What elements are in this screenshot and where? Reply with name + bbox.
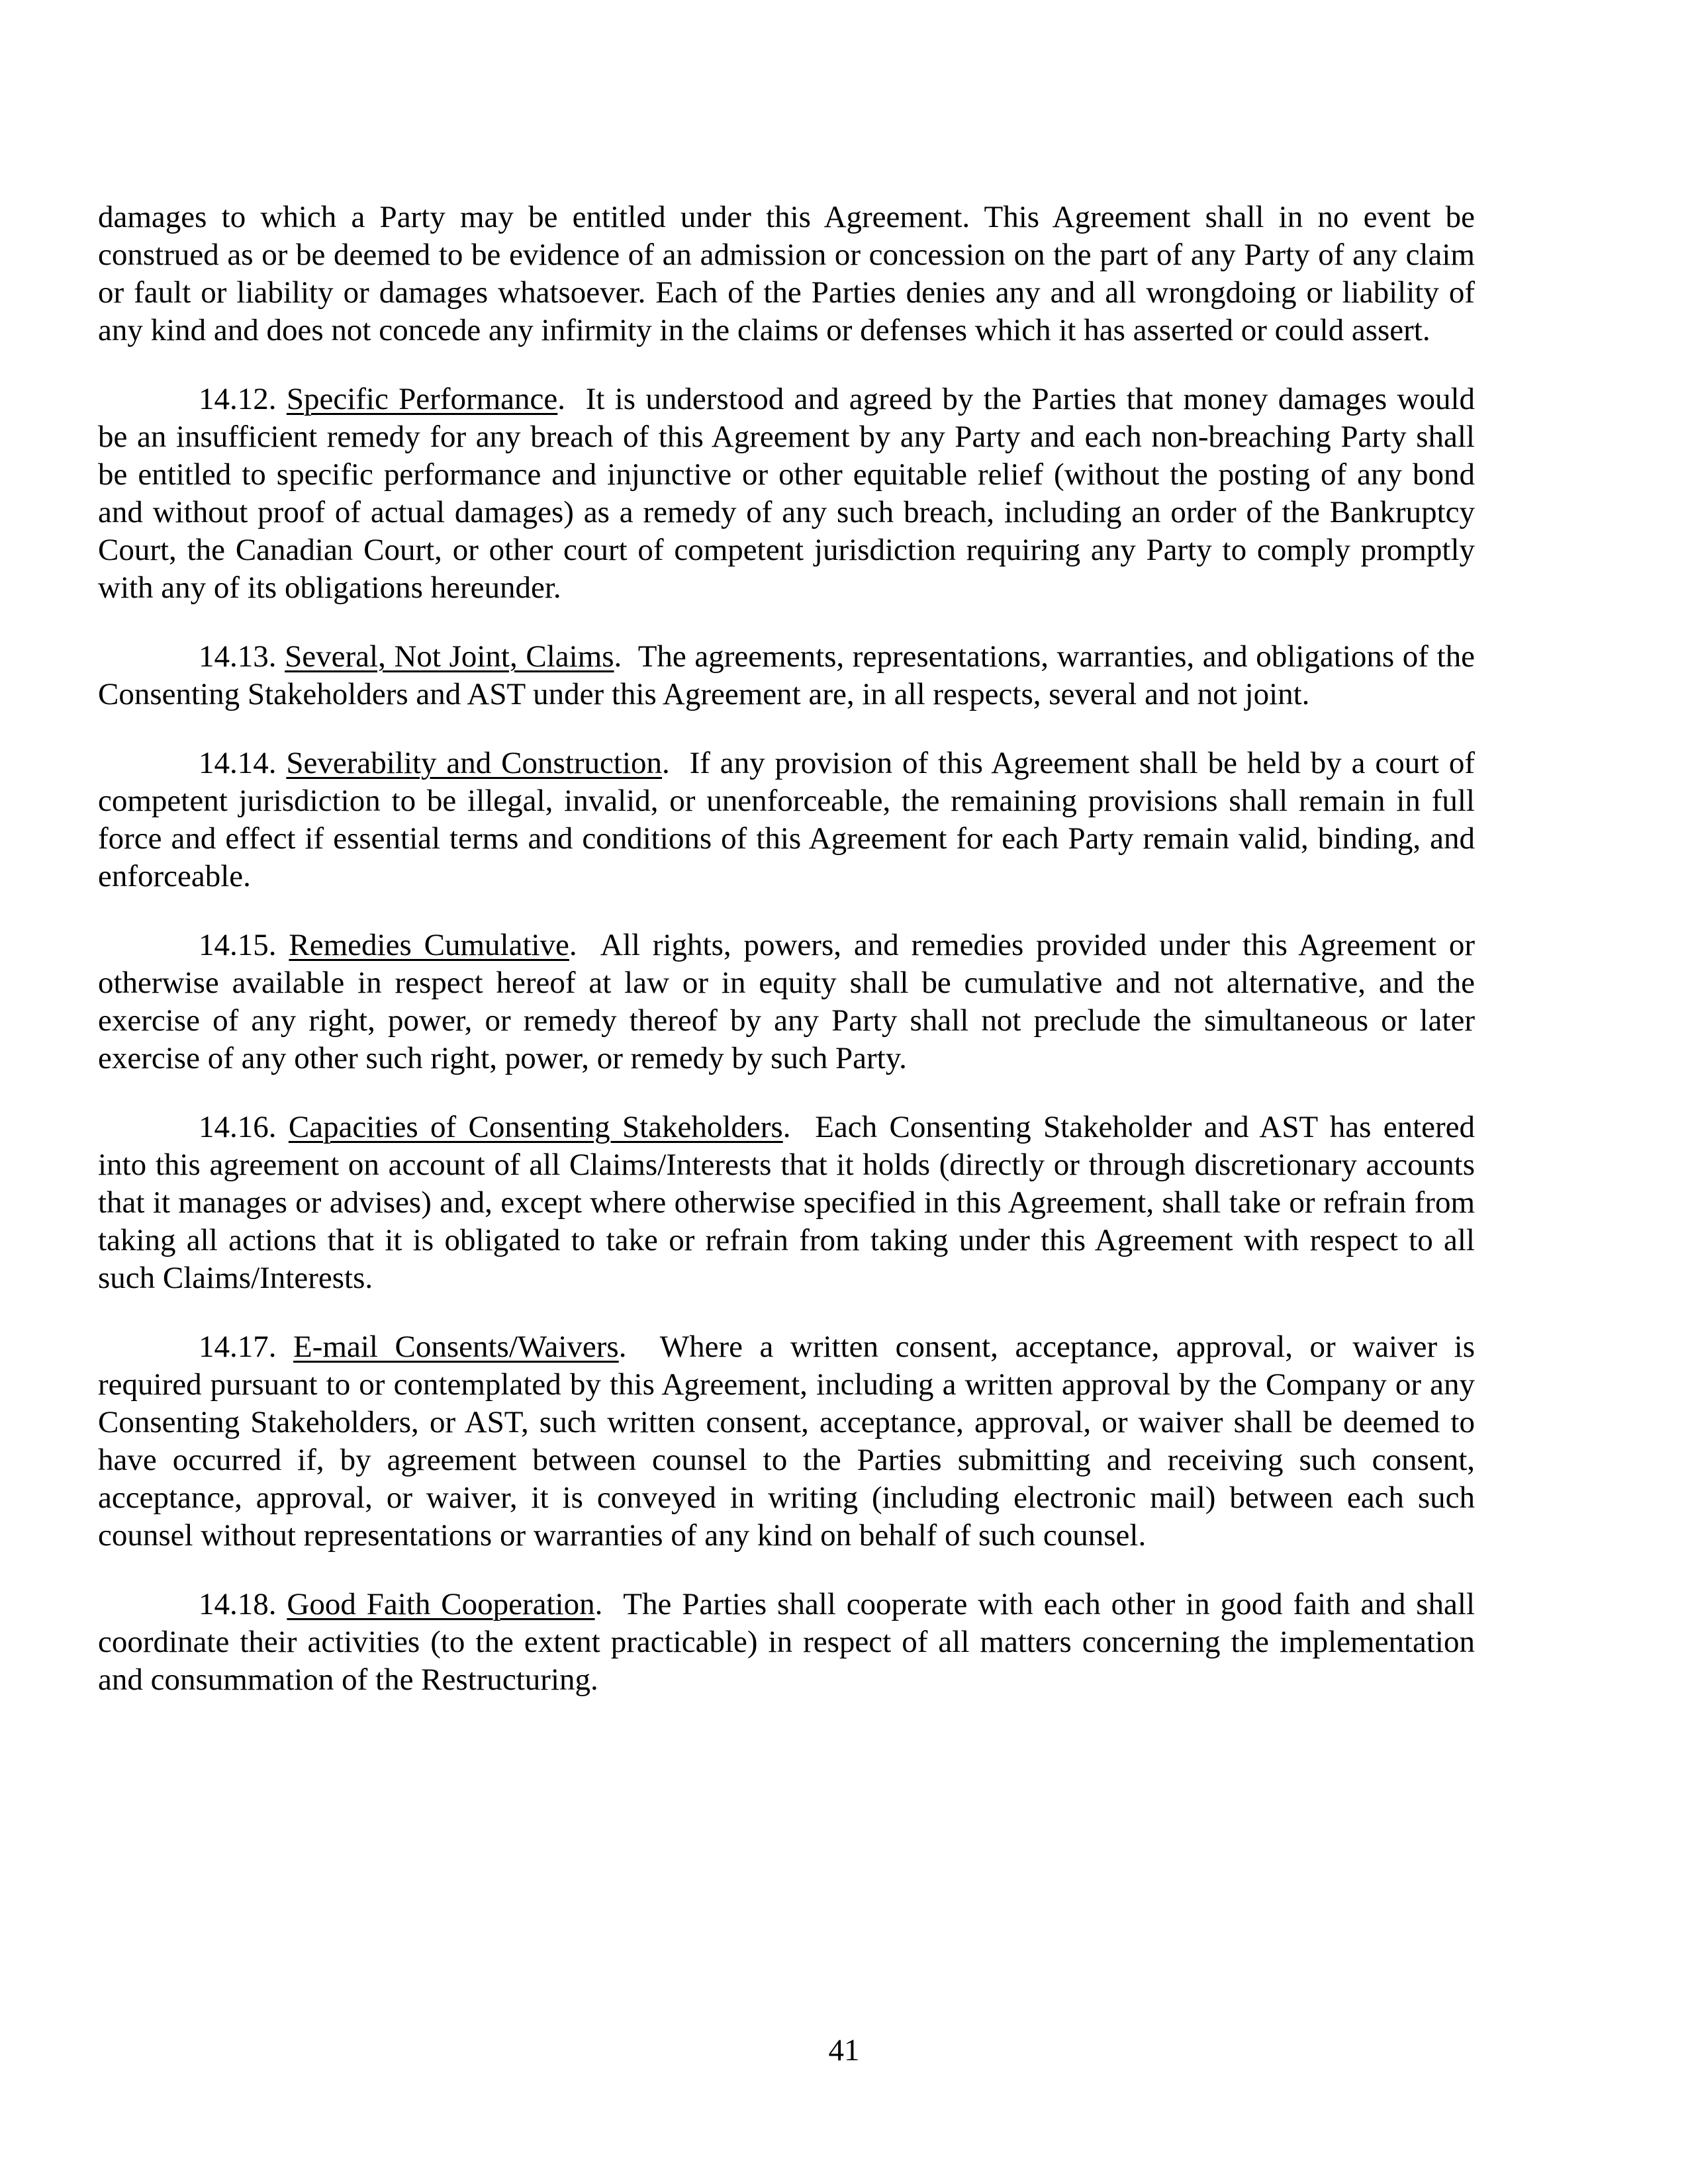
heading-period: .: [782, 1110, 791, 1144]
section-number: 14.12.: [199, 382, 277, 416]
section-heading: Remedies Cumulative: [289, 928, 569, 962]
section-body: The Parties shall cooperate with each other in good faith and shall coordinate their activities (to the extent practicable) in respect of all matters concerning the implementation and consummation of the Restructuring.: [98, 1587, 1475, 1697]
section-number: 14.16.: [199, 1110, 277, 1144]
section-14-12: [98, 381, 1475, 607]
section-body: The agreements, representations, warranties, and obligations of the Consenting Stakeholders and AST under this Agreement are, in all respects, several and not joint.: [98, 639, 1476, 711]
section-14-16: [98, 1109, 1475, 1297]
section-number: 14.18.: [199, 1587, 277, 1621]
section-heading: Severability and Construction: [286, 746, 663, 780]
section-body: All rights, powers, and remedies provided under this Agreement or otherwise available in respect hereof at law or in equity shall be cumulative and not alternative, and the exercise of any right, power, or remedy thereof by any Party shall not preclude the simultaneous or later exercise of any other such right, power, or remedy by such Party.: [98, 928, 1476, 1075]
heading-period: .: [662, 746, 670, 780]
section-14-13: [98, 638, 1475, 713]
section-14-15: [98, 927, 1475, 1077]
section-14-17: [98, 1328, 1475, 1555]
heading-period: .: [594, 1587, 603, 1621]
section-number: 14.13.: [199, 639, 277, 674]
section-heading: Capacities of Consenting Stakeholders: [288, 1110, 783, 1144]
opening-paragraph: damages to which a Party may be entitled under this Agreement. This Agreement shall in no event be construed as or be deemed to be evidence of an admission or concession on the part of any Party of any claim or fault or liability or damages whatsoever. Each of the Parties denies any and all wrongdoing or liability of any kind and does not concede any infirmity in the claims or defenses which it has asserted or could assert.: [98, 200, 1475, 347]
section-heading: Specific Performance: [286, 382, 558, 416]
section-heading: E-mail Consents/Waivers: [293, 1330, 619, 1364]
section-heading: Good Faith Cooperation: [287, 1587, 595, 1621]
section-number: 14.17.: [199, 1330, 277, 1364]
section-body: Where a written consent, acceptance, approval, or waiver is required pursuant to or contemplated by this Agreement, including a written approval by the Company or any Consenting Stakeholders, or AST, such written consent, acceptance, approval, or waiver shall be deemed to have occurred if, by agreement between counsel to the Parties submitting and receiving such consent, acceptance, approval, or waiver, it is conveyed in writing (including electronic mail) between each such counsel without representations or warranties of any kind on behalf of such counsel.: [98, 1330, 1476, 1553]
section-heading: Several, Not Joint, Claims: [285, 639, 614, 674]
page-number: 41: [828, 2033, 860, 2068]
section-14-14: [98, 745, 1475, 895]
section-body: If any provision of this Agreement shall be held by a court of competent jurisdiction to be illegal, invalid, or unenforceable, the remaining provisions shall remain in full force and effect if essential terms and conditions of this Agreement for each Party remain valid, binding, and enforceable.: [98, 746, 1476, 893]
section-number: 14.14.: [199, 746, 277, 780]
document-page: [98, 199, 1475, 1730]
heading-period: .: [618, 1330, 627, 1364]
section-number: 14.15.: [199, 928, 277, 962]
section-body: It is understood and agreed by the Parties that money damages would be an insufficient remedy for any breach of this Agreement by any Party and each non-breaching Party shall be entitled to specific performance and injunctive or other equitable relief (without the posting of any bond and without proof of actual damages) as a remedy of any such breach, including an order of the Bankruptcy Court, the Canadian Court, or other court of competent jurisdiction requiring any Party to comply promptly with any of its obligations hereunder.: [98, 382, 1476, 605]
heading-period: .: [614, 639, 622, 674]
heading-period: .: [557, 382, 566, 416]
heading-period: .: [569, 928, 577, 962]
section-14-18: [98, 1586, 1475, 1699]
section-body: Each Consenting Stakeholder and AST has entered into this agreement on account of all Claims/Interests that it holds (directly or through discretionary accounts that it manages or advises) and, except where otherwise specified in this Agreement, shall take or refrain from taking all actions that it is obligated to take or refrain from taking under this Agreement with respect to all such Claims/Interests.: [98, 1110, 1476, 1295]
